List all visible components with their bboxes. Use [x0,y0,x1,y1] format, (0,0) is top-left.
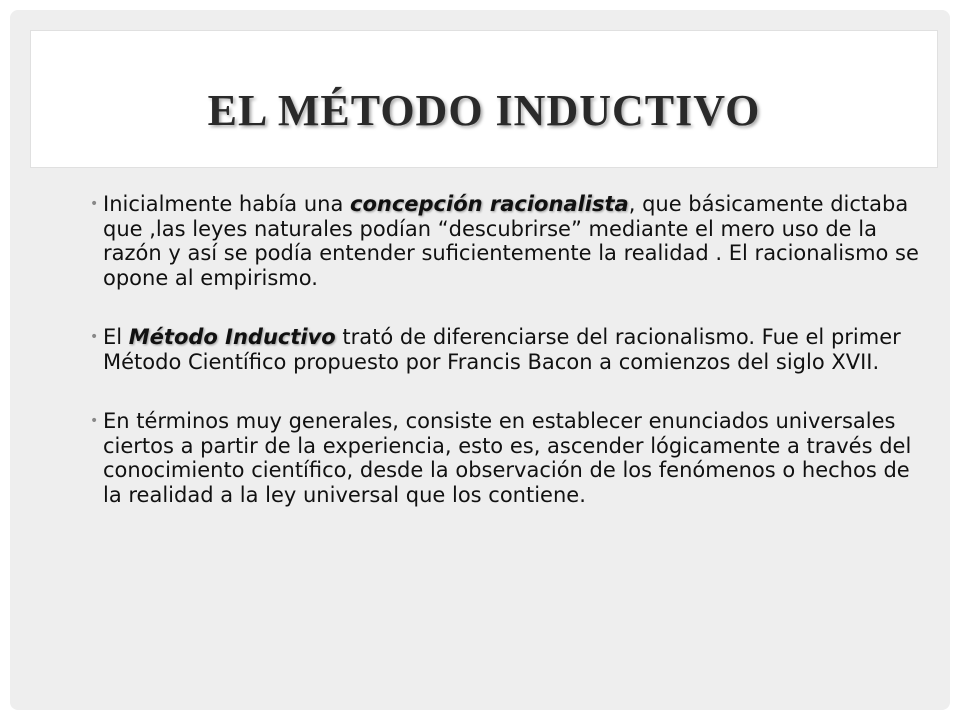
bullet-emphasis: Método Inductivo [128,325,336,349]
bullet-icon: • [90,196,99,212]
bullet-text: El [103,325,129,349]
title-box [30,30,938,168]
slide-content [90,192,930,542]
slide [10,10,950,710]
bullet-item [90,192,930,290]
bullet-text: Inicialmente había una [103,192,350,216]
bullet-icon: • [90,413,99,429]
bullet-text: En términos muy generales, consiste en establecer enunciados universales ciertos a partir de la experiencia, esto es, ascender lógicamente a través del conocimiento científico, desde la observación de los fenómenos o hechos de la realidad a la ley universal que los contiene. [103,409,912,507]
bullet-text: , que básicamente dictaba que ,las leyes naturales podían “descubrirse” mediante el mero uso de la razón y así se podía entender suficientemente la realidad . El racionalismo se opone al empirismo. [103,192,919,290]
bullet-icon: • [90,329,99,345]
slide-title: EL MÉTODO INDUCTIVO [207,86,761,135]
bullet-emphasis: concepción racionalista [350,192,629,216]
bullet-item [90,325,930,374]
bullet-item [90,409,930,507]
bullet-text: trató de diferenciarse del racionalismo. Fue el primer Método Científico propuesto por Francis Bacon a comienzos del siglo XVII. [103,325,901,374]
